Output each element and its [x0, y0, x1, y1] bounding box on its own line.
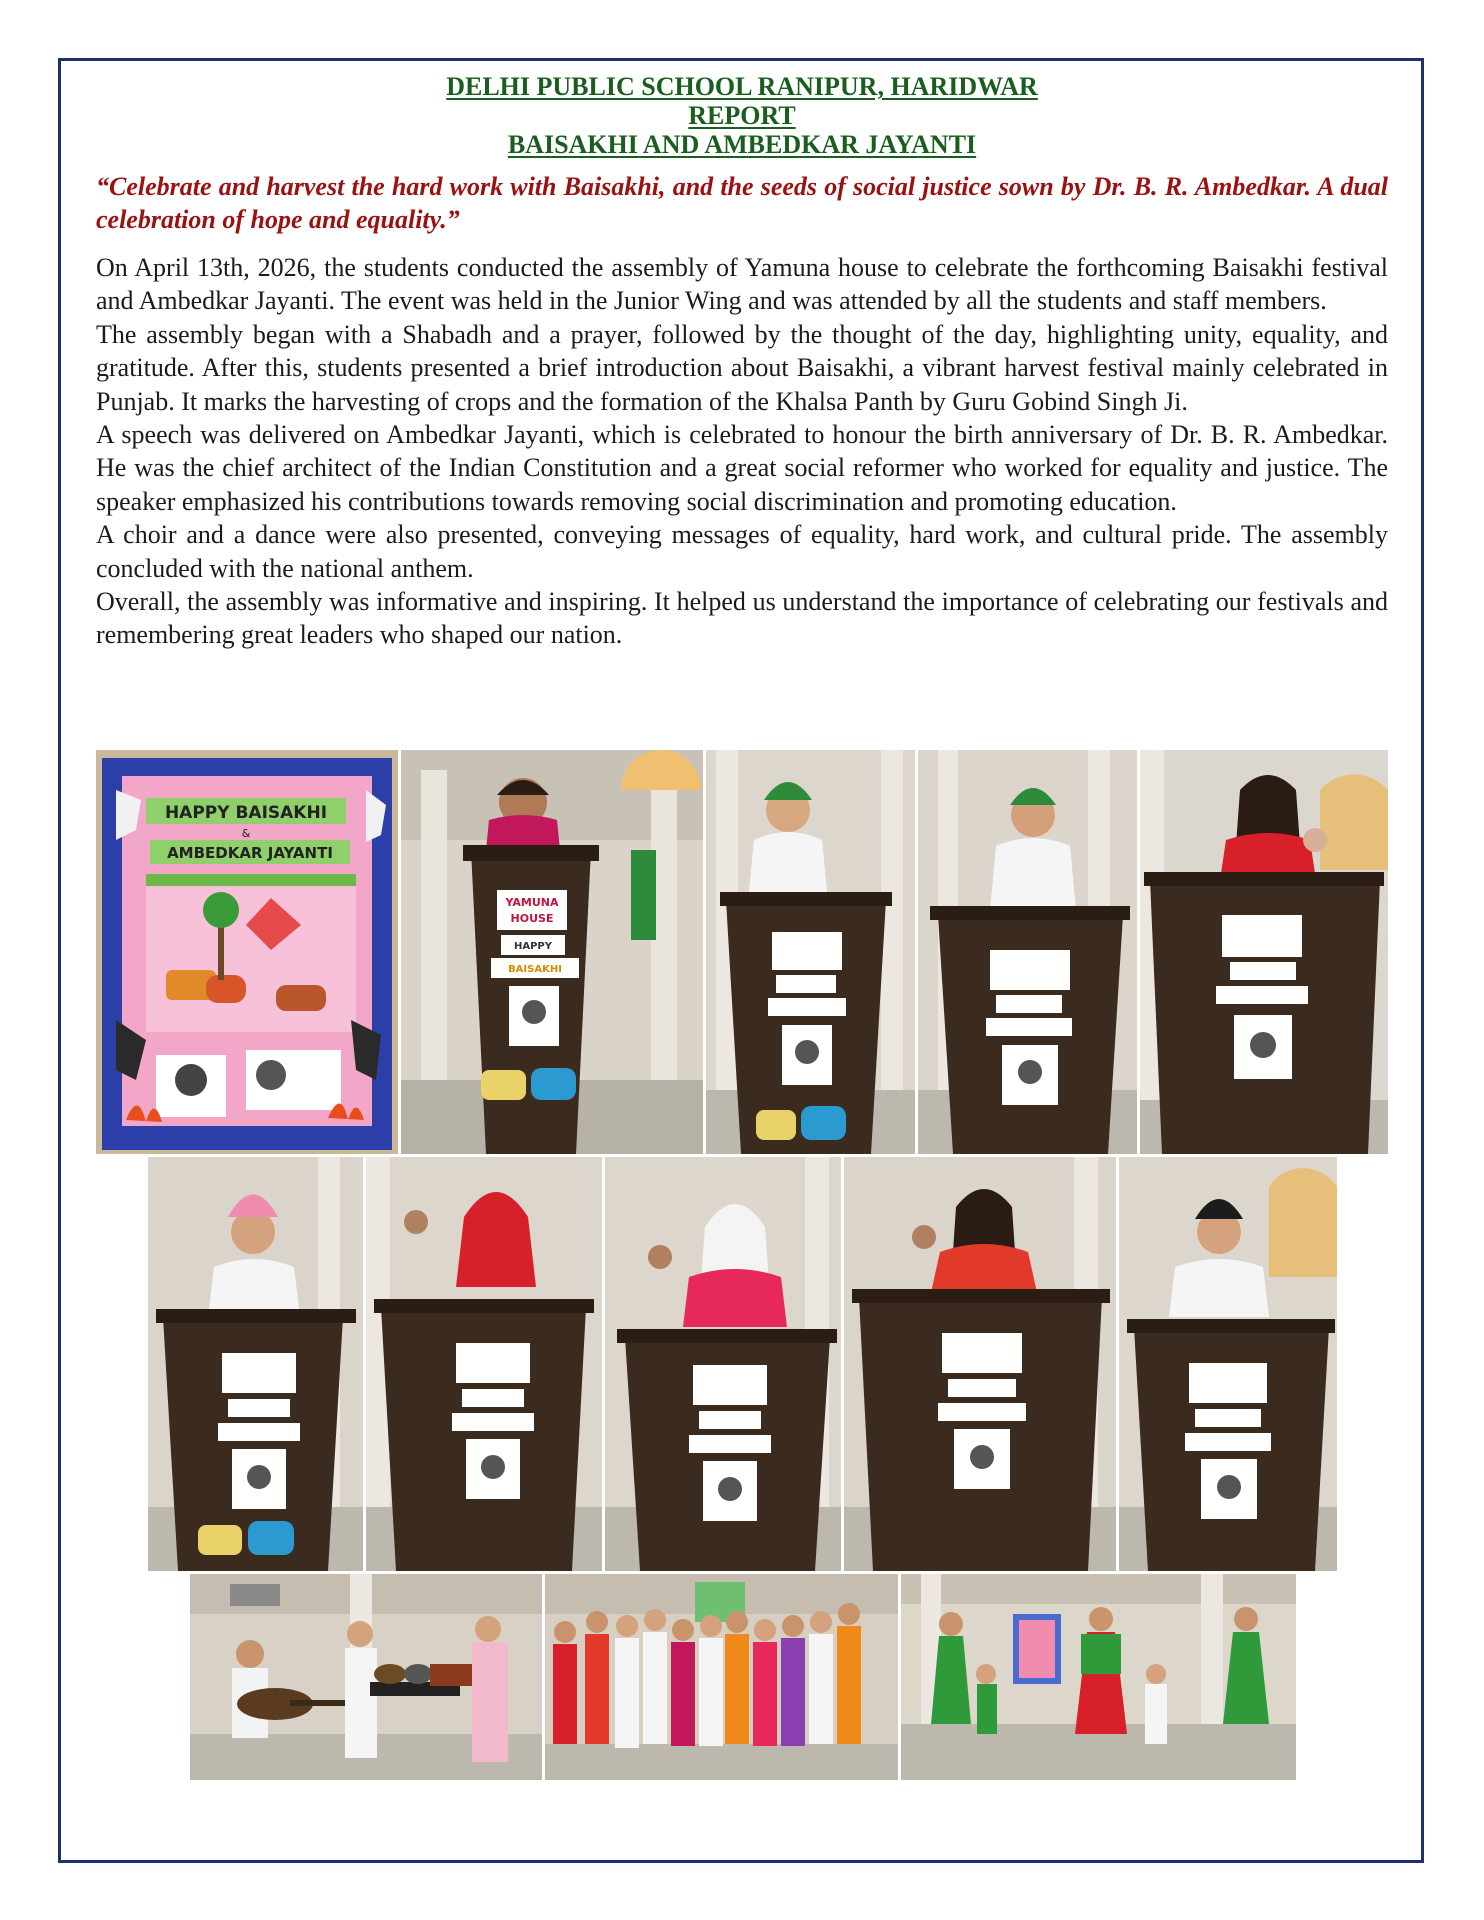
photo-speaker-girl-red-dupatta [366, 1157, 602, 1571]
photo-music-performers [190, 1574, 542, 1780]
opening-quote: “Celebrate and harvest the hard work with Baisakhi, and the seeds of social justice sown by Dr. B. R. Ambedkar. A dual celebration of hope and equality.” [96, 172, 1388, 234]
sign-house-line2: HOUSE [510, 912, 554, 925]
photo-speaker-girl-phulkari [844, 1157, 1116, 1571]
photo-speaker-boy-green-turban [706, 750, 915, 1154]
board-line3: AMBEDKAR JAYANTI [167, 844, 333, 862]
school-name: DELHI PUBLIC SCHOOL RANIPUR, HARIDWAR [446, 72, 1038, 101]
paragraph-conclusion: Overall, the assembly was informative and inspiring. It helped us understand the importance of celebrating our festivals and remembering great leaders who shaped our nation. [96, 587, 1388, 650]
paragraph-choir-dance: A choir and a dance were also presented, conveying messages of equality, hard work, and cultural pride. The assembly concluded with the national anthem. [96, 520, 1388, 583]
board-line2: & [241, 827, 251, 840]
photo-speaker-boy-pink-turban [148, 1157, 363, 1571]
photo-bhangra-dance [901, 1574, 1296, 1780]
board-line1: HAPPY BAISAKHI [164, 803, 328, 823]
photo-display-board [96, 750, 398, 1154]
paragraph-intro: On April 13th, 2026, the students conducted the assembly of Yamuna house to celebrate the forthcoming Baisakhi festival and Ambedkar Jayanti. The event was held in the Junior Wing and was attended by all the students and staff members. [96, 253, 1388, 316]
photo-speaker-girl-red [1140, 750, 1388, 1154]
report-body [96, 251, 1388, 652]
sign-happy: HAPPY [513, 941, 553, 952]
report-label: REPORT [688, 101, 796, 130]
paragraph-baisakhi: The assembly began with a Shabadh and a prayer, followed by the thought of the day, highlighting unity, equality, and gratitude. After this, students presented a brief introduction about Baisakhi, a vibrant harvest festival mainly celebrated in Punjab. It marks the harvesting of crops and the formation of the Khalsa Panth by Guru Gobind Singh Ji. [96, 319, 1388, 416]
photo-speaker-boy-black-turban [1119, 1157, 1337, 1571]
photo-choir-group [545, 1574, 898, 1780]
photo-speaker-boy-green-cap [918, 750, 1137, 1154]
paragraph-ambedkar: A speech was delivered on Ambedkar Jayanti, which is celebrated to honour the birth anniversary of Dr. B. R. Ambedkar. He was the chief architect of the Indian Constitution and a great social reformer who worked for equality and justice. The speaker emphasized his contributions towards removing social discrimination and promoting education. [96, 420, 1388, 516]
event-title: BAISAKHI AND AMBEDKAR JAYANTI [507, 130, 977, 159]
photo-speaker-teacher [401, 750, 703, 1154]
sign-baisakhi: BAISAKHI [508, 964, 562, 975]
photo-speaker-girl-white-dupatta [605, 1157, 841, 1571]
report-header [0, 72, 1484, 159]
sign-house-line1: YAMUNA [505, 896, 559, 909]
